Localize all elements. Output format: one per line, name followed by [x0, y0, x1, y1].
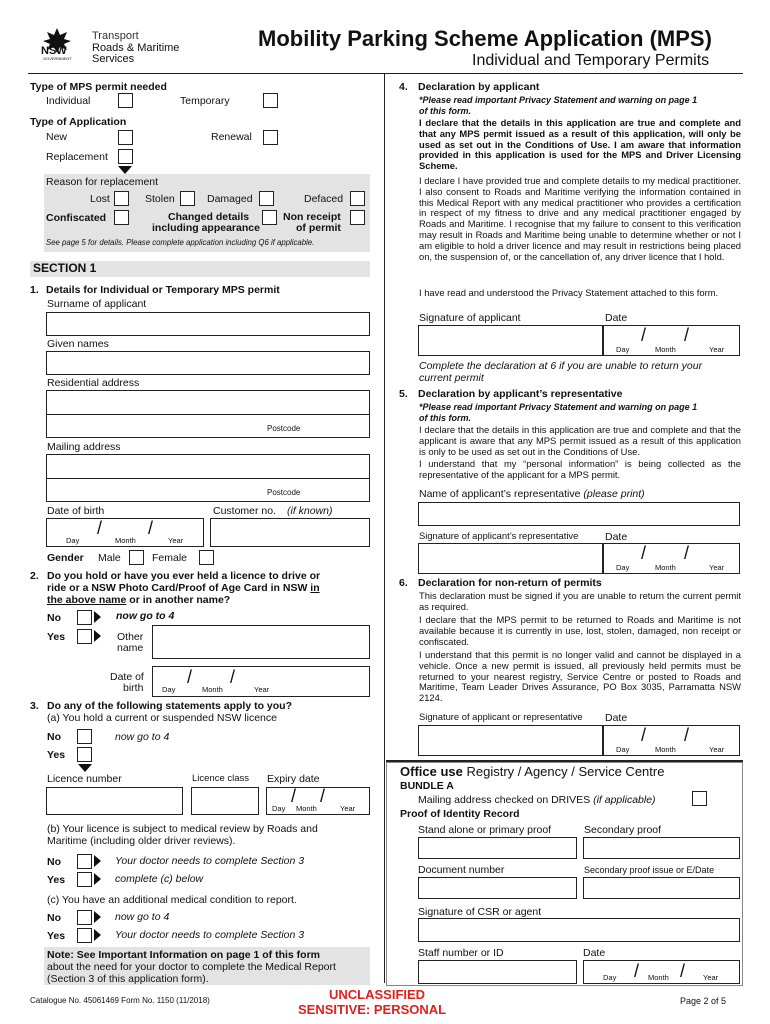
non-receipt-checkbox[interactable]	[350, 210, 365, 225]
arrow-down-icon	[78, 764, 92, 772]
replacement-label: Replacement	[46, 151, 108, 163]
changed-details-label: Changed details	[168, 211, 250, 223]
secondary-proof-field[interactable]	[583, 837, 740, 859]
q3b-no-checkbox[interactable]	[77, 854, 92, 869]
non-receipt-label: Non receipt	[283, 211, 341, 223]
changed-details-label2: including appearance	[152, 222, 260, 234]
section-title: SECTION 1	[33, 261, 97, 275]
individual-checkbox[interactable]	[118, 93, 133, 108]
q3c-yes-checkbox[interactable]	[77, 928, 92, 943]
arrow-right-icon	[94, 929, 101, 941]
q2-yes-checkbox[interactable]	[77, 629, 92, 644]
q3c-no-checkbox[interactable]	[77, 910, 92, 925]
confiscated-checkbox[interactable]	[114, 210, 129, 225]
staff-number-field[interactable]	[418, 960, 577, 984]
mailing-label: Mailing address	[47, 441, 121, 453]
damaged-label: Damaged	[207, 193, 253, 205]
secondary-issue-field[interactable]	[583, 877, 740, 899]
lost-label: Lost	[90, 193, 110, 205]
q1-heading: Details for Individual or Temporary MPS permit	[46, 284, 280, 296]
q3a-no-checkbox[interactable]	[77, 729, 92, 744]
mailing-checked-checkbox[interactable]	[692, 791, 707, 806]
declaration-4-heading: Declaration by applicant	[418, 81, 540, 93]
given-names-field[interactable]	[46, 351, 370, 375]
customer-no-label: Customer no.	[213, 505, 277, 517]
declaration-6-heading: Declaration for non-return of permits	[418, 577, 602, 589]
female-checkbox[interactable]	[199, 550, 214, 565]
app-type-heading: Type of Application	[30, 116, 127, 128]
q1-number: 1.	[30, 284, 39, 296]
arrow-right-icon	[94, 630, 101, 642]
new-label: New	[46, 131, 68, 143]
defaced-label: Defaced	[304, 193, 344, 205]
arrow-right-icon	[94, 611, 101, 623]
confiscated-label: Confiscated	[46, 212, 107, 224]
individual-label: Individual	[46, 95, 91, 107]
arrow-right-icon	[94, 855, 101, 867]
page-number: Page 2 of 5	[680, 996, 727, 1006]
page-title: Mobility Parking Scheme Application (MPS)	[258, 26, 712, 51]
renewal-checkbox[interactable]	[263, 130, 278, 145]
licence-class-field[interactable]	[191, 787, 259, 815]
q3-heading: Do any of the following statements apply to you?	[47, 700, 293, 712]
permit-type-heading: Type of MPS permit needed	[30, 81, 167, 93]
surname-label: Surname of applicant	[47, 298, 147, 310]
damaged-checkbox[interactable]	[259, 191, 274, 206]
non-receipt-label2: of permit	[296, 222, 341, 234]
licence-number-field[interactable]	[46, 787, 183, 815]
standalone-proof-field[interactable]	[418, 837, 577, 859]
logo-nsw: NSW	[41, 45, 67, 57]
other-name-field[interactable]	[152, 625, 370, 659]
dob-label: Date of birth	[47, 505, 105, 517]
page-subtitle: Individual and Temporary Permits	[472, 52, 710, 69]
document-number-field[interactable]	[418, 877, 577, 899]
lost-checkbox[interactable]	[114, 191, 129, 206]
arrow-right-icon	[94, 873, 101, 885]
residential-label: Residential address	[47, 377, 140, 389]
temporary-checkbox[interactable]	[263, 93, 278, 108]
sensitivity-label: SENSITIVE: PERSONAL	[298, 1002, 447, 1017]
q2-no-checkbox[interactable]	[77, 610, 92, 625]
given-names-label: Given names	[47, 338, 109, 350]
logo-services: Services	[92, 53, 135, 65]
applicant-signature-field[interactable]	[418, 325, 603, 356]
arrow-down-icon	[118, 166, 132, 174]
representative-signature-field[interactable]	[418, 543, 603, 574]
postcode-label: Postcode	[267, 424, 301, 433]
changed-details-checkbox[interactable]	[262, 210, 277, 225]
declaration-5-heading: Declaration by applicant’s representative	[418, 388, 623, 400]
arrow-right-icon	[94, 911, 101, 923]
renewal-label: Renewal	[211, 131, 252, 143]
customer-no-field[interactable]	[210, 518, 370, 547]
logo-gov: GOVERNMENT	[43, 56, 72, 61]
logo-transport: Transport	[92, 30, 139, 42]
representative-name-field[interactable]	[418, 502, 740, 526]
q3b-yes-checkbox[interactable]	[77, 872, 92, 887]
logo-roads: Roads & Maritime	[92, 42, 180, 54]
new-checkbox[interactable]	[118, 130, 133, 145]
csr-signature-field[interactable]	[418, 918, 740, 942]
replacement-checkbox[interactable]	[118, 149, 133, 164]
gender-label: Gender	[47, 552, 84, 564]
defaced-checkbox[interactable]	[350, 191, 365, 206]
catalogue-number: Catalogue No. 45061469 Form No. 1150 (11/2018)	[30, 996, 210, 1005]
surname-field[interactable]	[46, 312, 370, 336]
stolen-checkbox[interactable]	[180, 191, 195, 206]
see-page-note: See page 5 for details. Please complete application including Q6 if applicable.	[46, 238, 315, 247]
male-checkbox[interactable]	[129, 550, 144, 565]
classification-label: UNCLASSIFIED	[329, 987, 426, 1002]
q3a-yes-checkbox[interactable]	[77, 747, 92, 762]
temporary-label: Temporary	[180, 95, 230, 107]
nonreturn-signature-field[interactable]	[418, 725, 603, 756]
stolen-label: Stolen	[145, 193, 175, 205]
q2-line1: Do you hold or have you ever held a licence to drive or	[47, 570, 321, 582]
reason-heading: Reason for replacement	[46, 176, 159, 188]
postcode-label-2: Postcode	[267, 488, 301, 497]
